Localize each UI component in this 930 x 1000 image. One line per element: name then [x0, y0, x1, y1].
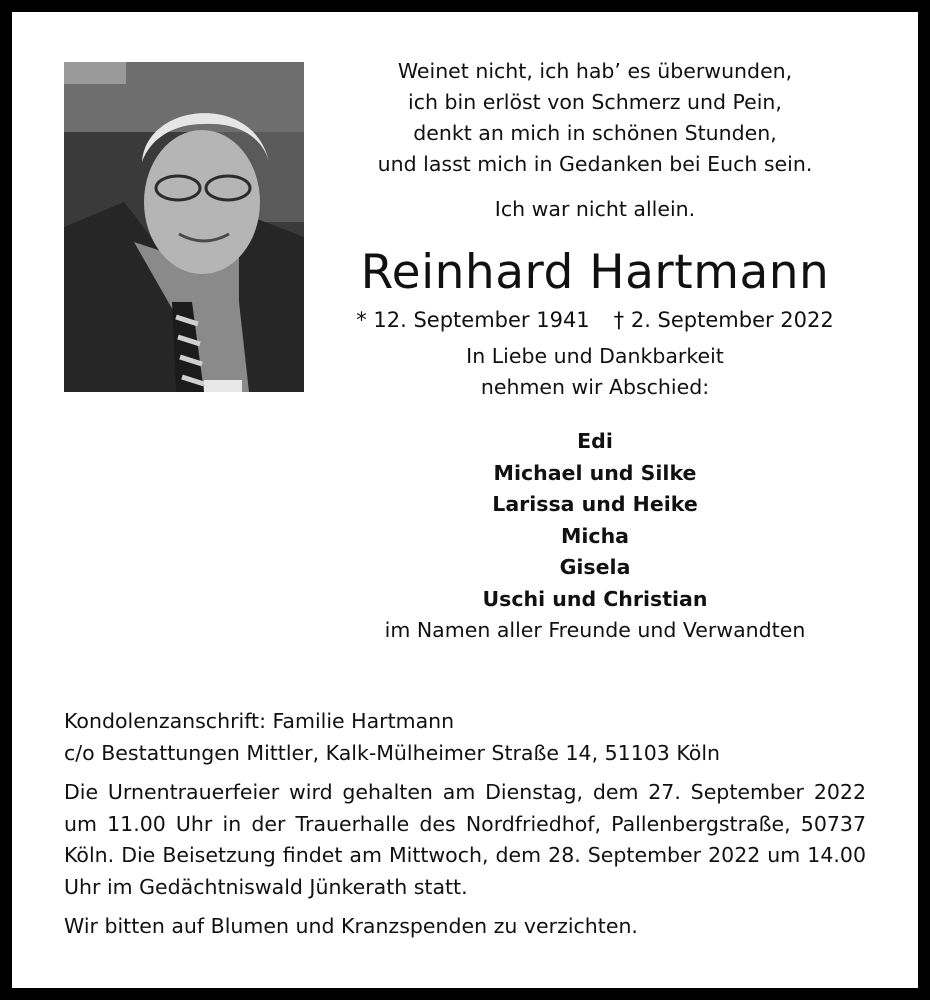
poem-line: Weinet nicht, ich hab’ es überwunden,: [397, 59, 793, 83]
mourners-list: [342, 426, 848, 615]
ceremony-details: Die Urnentrauerfeier wird gehalten am Dienstag, dem 27. September 2022 um 11.00 Uhr in der Trauerhalle des Nordfriedhof, Pallenbergstraße, 50737 Köln. Die Beisetzung findet am Mittwoch, dem 28. September 2022 um 14.00 Uhr im Gedächtniswald Jünkerath statt.: [64, 780, 866, 899]
obituary-notice: [12, 12, 918, 988]
condolence-address: c/o Bestattungen Mittler, Kalk-Mülheimer Straße 14, 51103 Köln: [64, 740, 721, 765]
closing-line: im Namen aller Freunde und Verwandten: [384, 618, 806, 642]
poem-line: denkt an mich in schönen Stunden,: [413, 121, 777, 145]
farewell-intro: [342, 341, 848, 403]
deceased-name: Reinhard Hartmann: [360, 245, 830, 300]
poem-line: ich bin erlöst von Schmerz und Pein,: [408, 90, 782, 114]
intro-line: In Liebe und Dankbarkeit: [466, 344, 724, 368]
life-dates: [342, 305, 848, 335]
mourner: Micha: [560, 523, 629, 548]
birth-date: * 12. September 1941: [356, 308, 590, 332]
mourner: Gisela: [559, 555, 631, 579]
portrait-photo: [64, 62, 304, 392]
poem: [342, 56, 848, 180]
ceremony-info: [64, 706, 866, 943]
intro-line: nehmen wir Abschied:: [480, 375, 710, 399]
condolence-address-title: Kondolenzanschrift: Familie Hartmann: [64, 709, 455, 733]
poem-line: und lasst mich in Gedanken bei Euch sein.: [377, 152, 813, 176]
notice-text-column: [342, 56, 848, 646]
mourner: Uschi und Christian: [482, 586, 708, 611]
mourner: Larissa und Heike: [492, 492, 698, 516]
motto: Ich war nicht allein.: [494, 197, 696, 221]
death-date: † 2. September 2022: [613, 308, 834, 332]
mourner: Edi: [577, 429, 613, 453]
mourner: Michael und Silke: [493, 460, 697, 485]
flower-request: Wir bitten auf Blumen und Kranzspenden zu verzichten.: [64, 914, 638, 938]
